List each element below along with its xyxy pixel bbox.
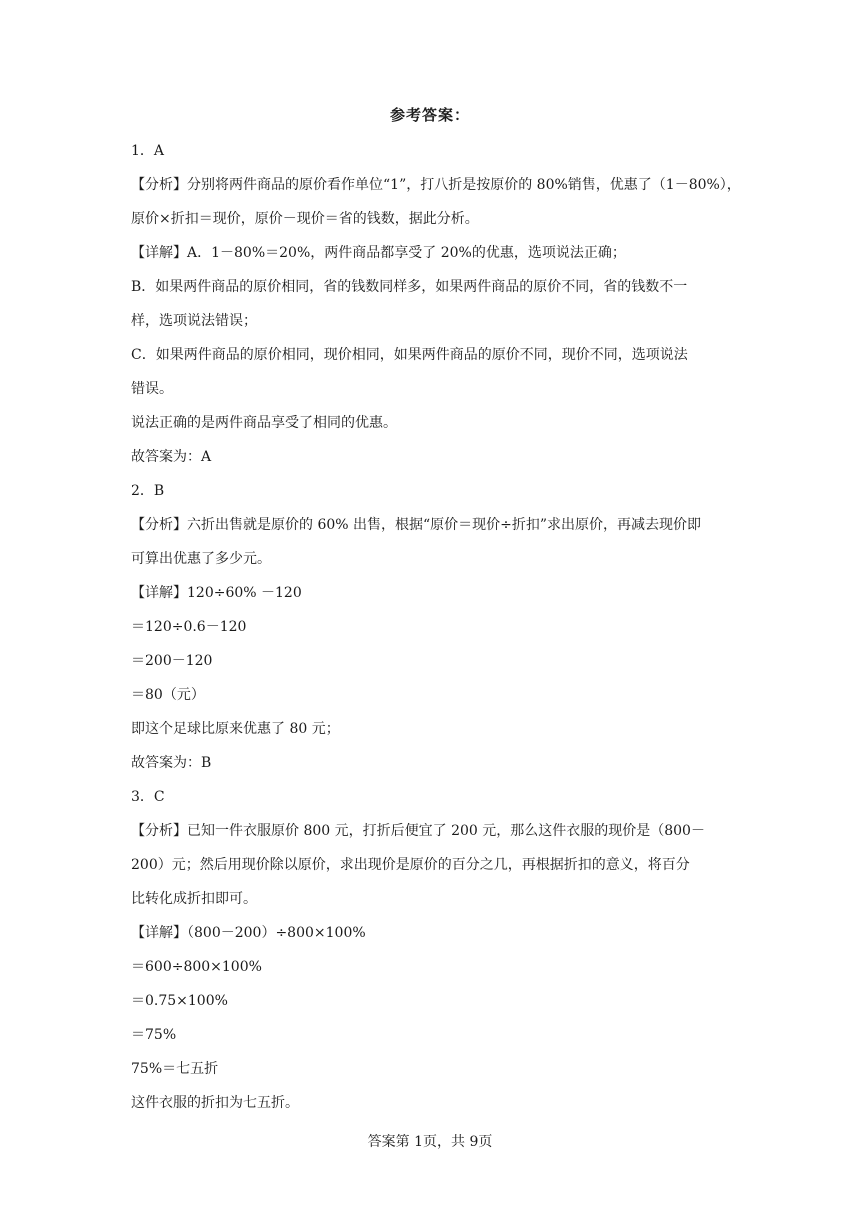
text-line: ＝75% — [131, 1027, 177, 1043]
text-line: 【详解】（800－200）÷800×100% — [131, 925, 366, 941]
text-line: ＝80（元） — [131, 687, 205, 703]
text-line: 比转化成折扣即可。 — [131, 891, 257, 907]
text-line: 可算出优惠了多少元。 — [131, 551, 271, 567]
page-title: 参考答案： — [389, 106, 470, 124]
text-line: 说法正确的是两件商品享受了相同的优惠。 — [131, 415, 397, 431]
text-line: 原价×折扣＝现价，原价－现价＝省的钱数，据此分析。 — [131, 211, 479, 227]
answer-content — [131, 134, 741, 1120]
text-line: 这件衣服的折扣为七五折。 — [131, 1095, 299, 1111]
text-line: B．如果两件商品的原价相同，省的钱数同样多，如果两件商品的原价不同，省的钱数不一 — [131, 279, 688, 295]
text-line: 故答案为：B — [131, 755, 212, 771]
text-line: ＝0.75×100% — [131, 993, 228, 1009]
text-line: 200）元；然后用现价除以原价，求出现价是原价的百分之几，再根据折扣的意义，将百分 — [131, 857, 690, 873]
text-line: 【分析】六折出售就是原价的 60% 出售，根据“原价＝现价÷折扣”求出原价，再减去现价即 — [131, 517, 702, 533]
text-line: 错误。 — [131, 381, 173, 397]
text-line: 【详解】120÷60% －120 — [131, 585, 302, 601]
text-line: 故答案为：A — [131, 449, 212, 465]
text-line: 【分析】已知一件衣服原价 800 元，打折后便宜了 200 元，那么这件衣服的现价是（800－ — [131, 823, 705, 839]
text-line: 75%＝七五折 — [131, 1061, 219, 1077]
text-line: 样，选项说法错误； — [131, 313, 257, 329]
page-footer: 答案第 1页，共 9页 — [367, 1134, 493, 1150]
text-line: 2．B — [131, 483, 165, 499]
text-line: 【分析】分别将两件商品的原价看作单位“1”，打八折是按原价的 80%销售，优惠了（1－80%）， — [131, 177, 741, 193]
text-line: ＝120÷0.6－120 — [131, 619, 247, 635]
text-line: C．如果两件商品的原价相同，现价相同，如果两件商品的原价不同，现价不同，选项说法 — [131, 347, 688, 363]
text-line: ＝600÷800×100% — [131, 959, 262, 975]
text-line: ＝200－120 — [131, 653, 213, 669]
text-line: 3．C — [131, 789, 165, 805]
text-line: 1．A — [131, 143, 165, 159]
text-line: 【详解】A．1－80%＝20%，两件商品都享受了 20%的优惠，选项说法正确； — [131, 245, 626, 261]
text-line: 即这个足球比原来优惠了 80 元； — [131, 721, 340, 737]
